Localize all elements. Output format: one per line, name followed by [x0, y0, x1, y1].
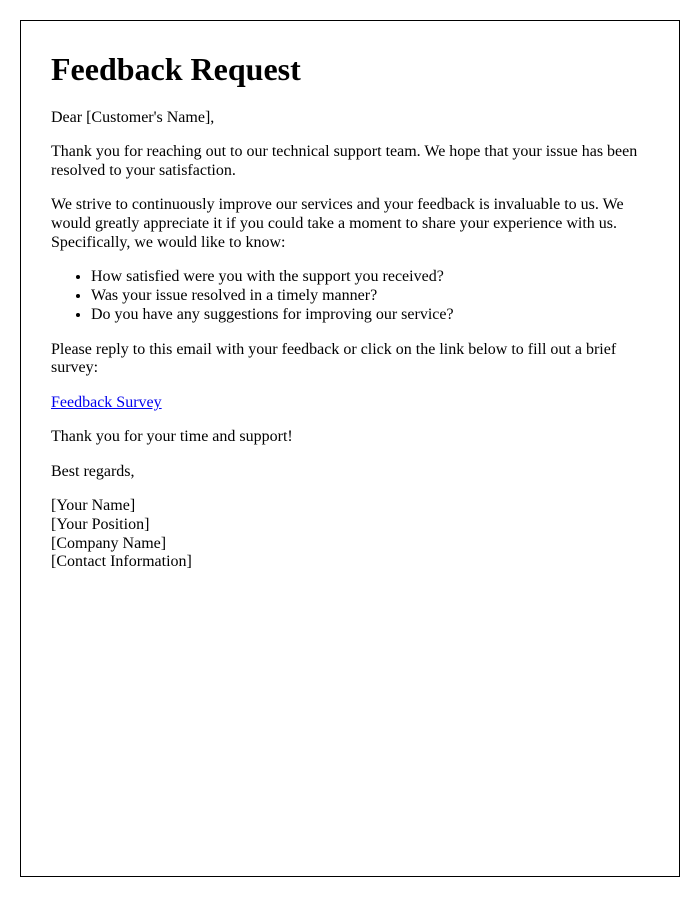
page-title: Feedback Request	[51, 51, 301, 87]
signature-position: [Your Position]	[51, 515, 150, 533]
survey-link-paragraph	[51, 394, 651, 413]
feedback-questions-list	[51, 268, 651, 325]
page-background	[0, 20, 700, 920]
signature-contact: [Contact Information]	[51, 553, 192, 571]
list-item-suggestions: • Do you have any suggestions for improving our service?	[91, 306, 651, 325]
list-item-satisfaction: • How satisfied were you with the support you received?	[91, 268, 651, 287]
paragraph-reply-instruction: Please reply to this email with your feedback or click on the link below to fill out a brief survey:	[51, 340, 617, 377]
signature-company: [Company Name]	[51, 534, 167, 552]
paragraph-thank-you: Thank you for reaching out to our technical support team. We hope that your issue has been resolved to your satisfaction.	[51, 143, 638, 179]
signature-block	[51, 497, 651, 571]
paragraph-improve: We strive to continuously improve our services and your feedback is invaluable to us. We would greatly appreciate it if you could take a moment to share your experience with us. Specifically, we would like to know:	[51, 196, 624, 251]
salutation: Dear [Customer's Name],	[51, 108, 215, 126]
closing: Best regards,	[51, 462, 135, 480]
signature-name: [Your Name]	[51, 497, 136, 515]
paragraph-gratitude: Thank you for your time and support!	[51, 428, 293, 446]
letter-document	[20, 20, 680, 877]
feedback-survey-link[interactable]: Feedback Survey	[51, 393, 162, 411]
list-item-timeliness: • Was your issue resolved in a timely manner?	[91, 287, 651, 306]
